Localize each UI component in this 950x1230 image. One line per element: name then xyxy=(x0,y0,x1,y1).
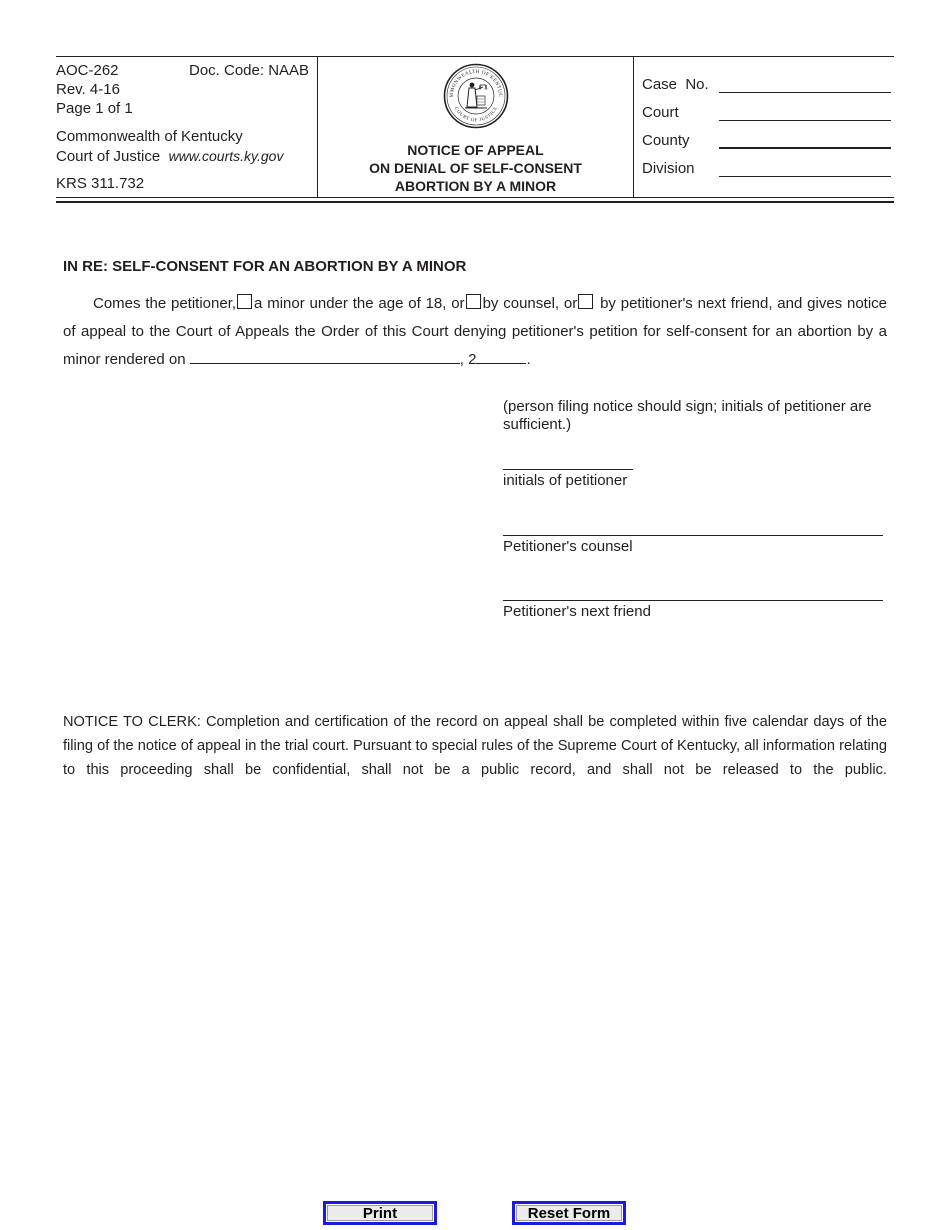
court-seal xyxy=(443,63,509,129)
header-top-rule xyxy=(56,56,894,57)
statute: KRS 311.732 xyxy=(56,175,145,192)
case-no-field[interactable] xyxy=(719,92,891,93)
form-number: AOC-262 xyxy=(56,62,119,79)
counsel-checkbox[interactable] xyxy=(466,294,481,309)
option-friend-text: by petitioner's next friend, and gives notice of appeal to the Court of Appeals the Order of this Court denying petitioner's petition for self-consent for an abortion by a minor rendered on xyxy=(63,295,888,368)
print-button-label: Print xyxy=(327,1205,433,1221)
title-line-1: NOTICE OF APPEAL xyxy=(407,142,544,158)
option-counsel-text: by counsel, or xyxy=(482,295,578,312)
minor-checkbox[interactable] xyxy=(237,294,252,309)
title-line-3: ABORTION BY A MINOR xyxy=(394,178,557,194)
sign-instruction: (person filing notice should sign; initials of petitioner are sufficient.) xyxy=(503,398,872,433)
next-friend-signature-line[interactable] xyxy=(503,600,883,601)
svg-text:COMMONWEALTH OF KENTUCKY: MMONWEALTH OF KENTUC xyxy=(448,68,504,98)
county-label: County xyxy=(642,132,690,149)
form-title xyxy=(318,141,633,195)
next-friend-checkbox[interactable] xyxy=(578,294,593,309)
county-field[interactable] xyxy=(719,147,891,149)
case-no-label: Case No. xyxy=(642,76,709,93)
counsel-label: Petitioner's counsel xyxy=(503,538,633,555)
period: . xyxy=(526,351,531,368)
court-label: Court xyxy=(642,104,679,121)
counsel-signature-line[interactable] xyxy=(503,535,883,536)
title-line-2: ON DENIAL OF SELF-CONSENT xyxy=(369,160,582,176)
order-year-field[interactable] xyxy=(476,349,526,364)
court-of-justice: Court of Justice xyxy=(56,148,161,165)
option-minor-text: a minor under the age of 18, or xyxy=(254,295,465,312)
page-number: Page 1 of 1 xyxy=(56,100,133,117)
division-field[interactable] xyxy=(719,176,891,177)
svg-text:COURT OF JUSTICE: COURT OF JUSTICE xyxy=(452,106,500,124)
jurisdiction: Commonwealth of Kentucky xyxy=(56,128,243,145)
reset-form-button[interactable] xyxy=(512,1201,626,1225)
court-field[interactable] xyxy=(719,120,891,121)
year-prefix: , 2 xyxy=(459,351,477,368)
revision: Rev. 4-16 xyxy=(56,81,120,98)
division-label: Division xyxy=(642,160,695,177)
next-friend-label: Petitioner's next friend xyxy=(503,603,651,620)
reset-form-button-label: Reset Form xyxy=(516,1205,622,1221)
doc-code: Doc. Code: NAAB xyxy=(189,62,310,79)
court-seal-icon xyxy=(443,63,509,129)
notice-to-clerk: NOTICE TO CLERK: Completion and certification of the record on appeal shall be completed within five calendar days of the filing of the notice of appeal in the trial court. Pursuant to special rules of the Supreme Court of Kentucky, all information relating to this proceeding shall be confidential, shall not be a public record, and shall not be released to the public. xyxy=(63,714,887,778)
order-date-field[interactable] xyxy=(190,349,460,364)
petition-paragraph xyxy=(63,290,887,374)
initials-signature-line[interactable] xyxy=(503,469,633,470)
print-button[interactable] xyxy=(323,1201,437,1225)
header-bottom-rule xyxy=(56,197,894,198)
para-start: Comes the petitioner, xyxy=(93,295,237,312)
in-re-heading: IN RE: SELF-CONSENT FOR AN ABORTION BY A MINOR xyxy=(63,258,467,275)
header-divider-right xyxy=(633,56,634,197)
header-bottom-rule-2 xyxy=(56,201,894,203)
initials-label: initials of petitioner xyxy=(503,472,628,489)
website: www.courts.ky.gov xyxy=(168,148,284,164)
court-of-justice-line xyxy=(56,147,283,166)
